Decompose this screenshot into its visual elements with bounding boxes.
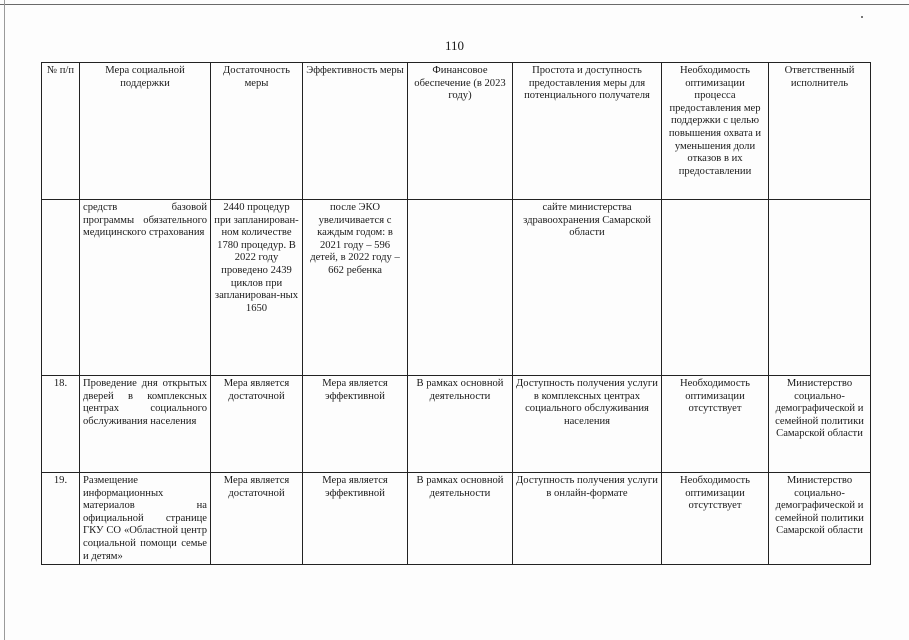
cell-funding: В рамках основной деятельности xyxy=(408,376,513,473)
header-sufficiency: Достаточность меры xyxy=(211,63,303,200)
cell-optimization xyxy=(662,200,769,376)
cell-responsible: Министерство социально-демографической и семейной политики Самарской области xyxy=(769,376,871,473)
cell-efficiency: Мера является эффективной xyxy=(303,473,408,565)
header-efficiency: Эффективность меры xyxy=(303,63,408,200)
cell-measure: Проведение дня открытых дверей в комплексных центрах социального обслуживания населения xyxy=(80,376,211,473)
cell-measure: средств базовой программы обязательного медицинского страхования xyxy=(80,200,211,376)
cell-efficiency: после ЭКО увеличивается с каждым годом: в 2021 году – 596 детей, в 2022 году – 662 ребенка xyxy=(303,200,408,376)
header-measure: Мера социальной поддержки xyxy=(80,63,211,200)
cell-responsible: Министерство социально-демографической и семейной политики Самарской области xyxy=(769,473,871,565)
cell-responsible xyxy=(769,200,871,376)
cell-optimization: Необходимость оптимизации отсутствует xyxy=(662,473,769,565)
cell-optimization: Необходимость оптимизации отсутствует xyxy=(662,376,769,473)
cell-sufficiency: Мера является достаточной xyxy=(211,473,303,565)
cell-funding xyxy=(408,200,513,376)
cell-accessibility: сайте министерства здравоохранения Самарской области xyxy=(513,200,662,376)
header-number: № п/п xyxy=(42,63,80,200)
scan-speck xyxy=(861,16,863,18)
cell-accessibility: Доступность получения услуги в комплексных центрах социального обслуживания населения xyxy=(513,376,662,473)
social-support-measures-table xyxy=(41,62,871,565)
cell-funding: В рамках основной деятельности xyxy=(408,473,513,565)
scan-edge-left xyxy=(4,0,5,640)
header-accessibility: Простота и доступность предоставления меры для потенциального получателя xyxy=(513,63,662,200)
cell-number: 19. xyxy=(42,473,80,565)
cell-number: 18. xyxy=(42,376,80,473)
cell-efficiency: Мера является эффективной xyxy=(303,376,408,473)
header-responsible: Ответственный исполнитель xyxy=(769,63,871,200)
cell-accessibility: Доступность получения услуги в онлайн-формате xyxy=(513,473,662,565)
table-row xyxy=(42,473,871,565)
header-optimization: Необходимость оптимизации процесса предоставления мер поддержки с целью повышения охвата и уменьшения доли отказов в их предоставлении xyxy=(662,63,769,200)
table-row-continuation xyxy=(42,200,871,376)
scan-edge-top xyxy=(0,4,909,5)
table-row xyxy=(42,376,871,473)
header-funding: Финансовое обеспечение (в 2023 году) xyxy=(408,63,513,200)
cell-sufficiency: Мера является достаточной xyxy=(211,376,303,473)
cell-sufficiency: 2440 процедур при запланирован-ном количестве 1780 процедур. В 2022 году проведено 2439 циклов при запланирован-ных 1650 xyxy=(211,200,303,376)
cell-measure: Размещение информационных материалов на официальной странице ГКУ СО «Областной центр социальной помощи семье и детям» xyxy=(80,473,211,565)
page-number: 110 xyxy=(444,38,465,53)
cell-number xyxy=(42,200,80,376)
table-header-row xyxy=(42,63,871,200)
